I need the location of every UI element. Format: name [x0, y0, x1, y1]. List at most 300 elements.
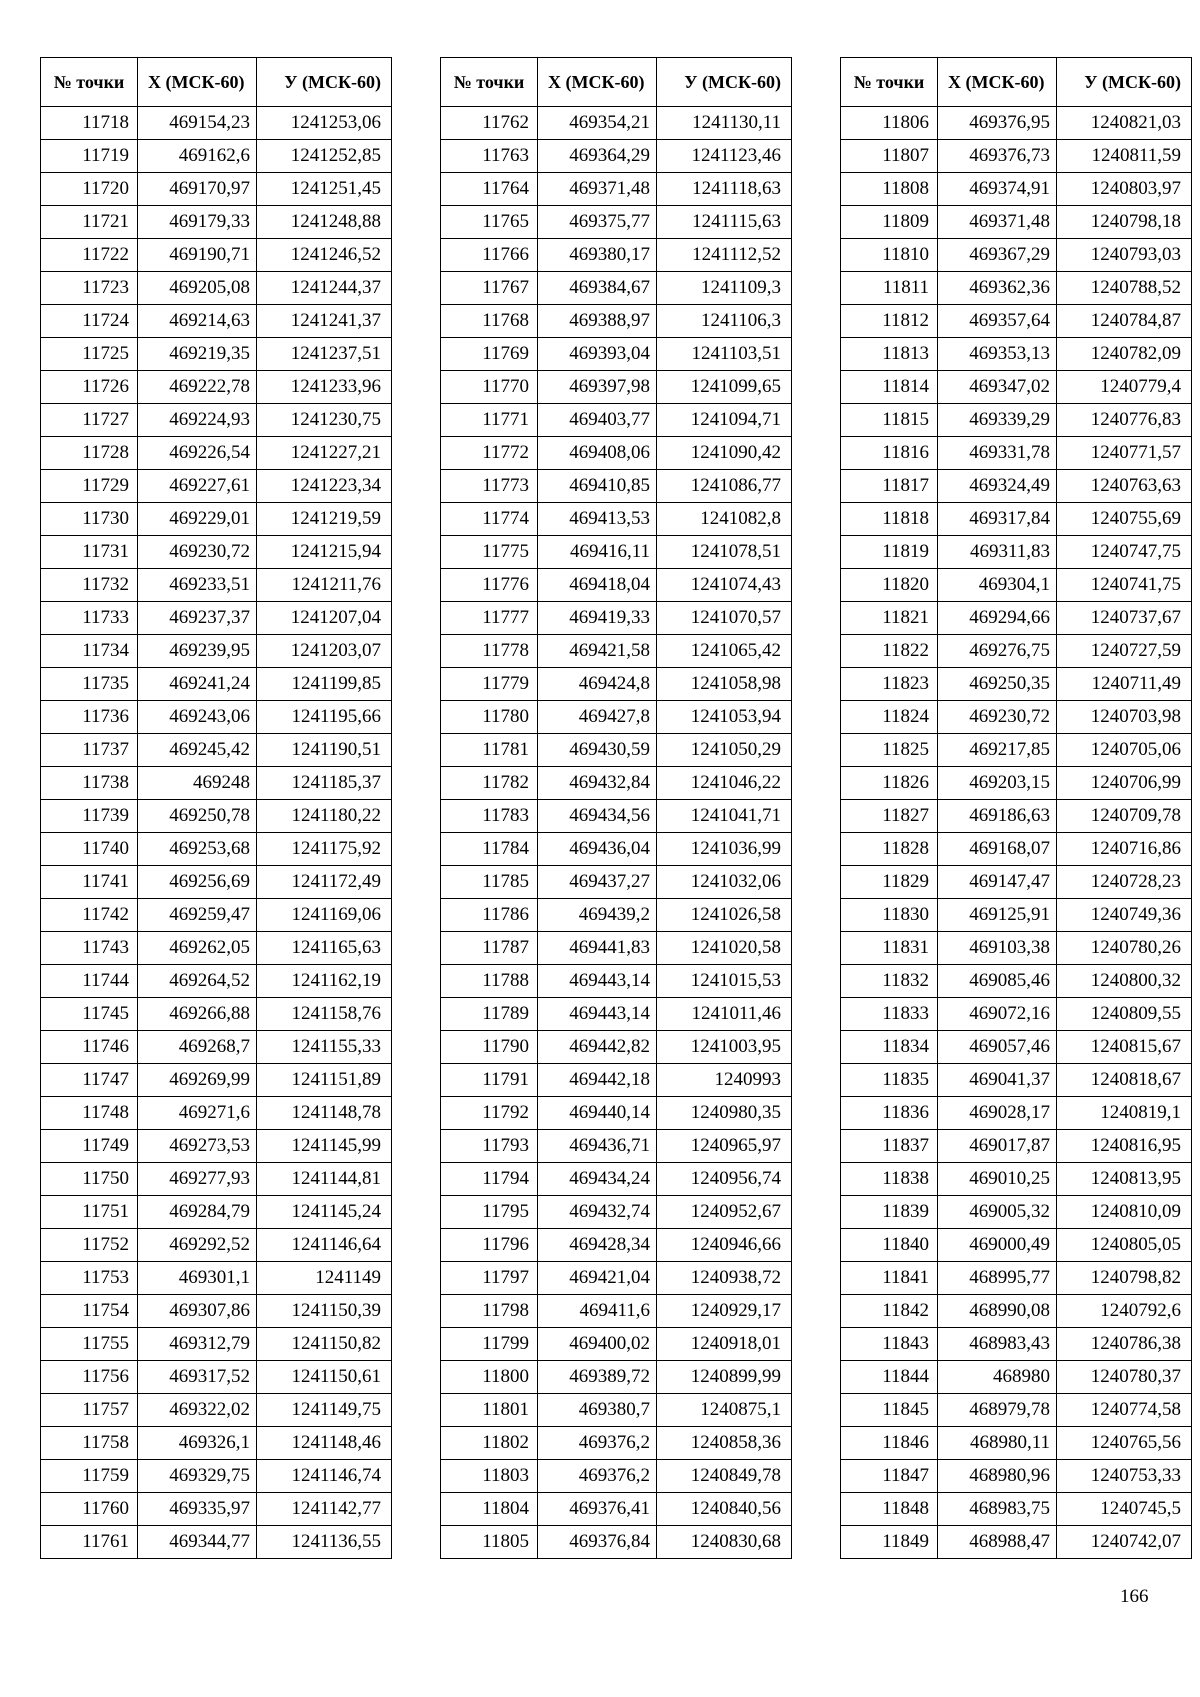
- x-coordinate-cell: 469154,23: [138, 107, 257, 140]
- point-number-cell: 11738: [41, 767, 138, 800]
- x-coordinate-cell: 469253,68: [138, 833, 257, 866]
- x-coordinate-cell: 468980,11: [938, 1427, 1057, 1460]
- y-coordinate-cell: 1241230,75: [257, 404, 392, 437]
- header-y-coordinate: У (МСК-60): [657, 58, 792, 107]
- point-number-cell: 11736: [41, 701, 138, 734]
- x-coordinate-cell: 469418,04: [538, 569, 657, 602]
- x-coordinate-cell: 469243,06: [138, 701, 257, 734]
- x-coordinate-cell: 469335,97: [138, 1493, 257, 1526]
- y-coordinate-cell: 1240705,06: [1057, 734, 1192, 767]
- point-number-cell: 11839: [841, 1196, 938, 1229]
- y-coordinate-cell: 1240929,17: [657, 1295, 792, 1328]
- table-row: [41, 602, 392, 635]
- y-coordinate-cell: 1241130,11: [657, 107, 792, 140]
- x-coordinate-cell: 469427,8: [538, 701, 657, 734]
- x-coordinate-cell: 469147,47: [938, 866, 1057, 899]
- x-coordinate-cell: 469354,21: [538, 107, 657, 140]
- table-row: [841, 338, 1192, 371]
- table-row: [841, 206, 1192, 239]
- y-coordinate-cell: 1240875,1: [657, 1394, 792, 1427]
- y-coordinate-cell: 1240776,83: [1057, 404, 1192, 437]
- x-coordinate-cell: 469400,02: [538, 1328, 657, 1361]
- table-row: [441, 1262, 792, 1295]
- table-row: [41, 173, 392, 206]
- point-number-cell: 11806: [841, 107, 938, 140]
- point-number-cell: 11783: [441, 800, 538, 833]
- y-coordinate-cell: 1240946,66: [657, 1229, 792, 1262]
- x-coordinate-cell: 468979,78: [938, 1394, 1057, 1427]
- point-number-cell: 11762: [441, 107, 538, 140]
- table-header-row: [41, 58, 392, 107]
- header-x-coordinate: X (МСК-60): [938, 58, 1057, 107]
- x-coordinate-cell: 469413,53: [538, 503, 657, 536]
- x-coordinate-cell: 469389,72: [538, 1361, 657, 1394]
- table-row: [41, 1163, 392, 1196]
- point-number-cell: 11747: [41, 1064, 138, 1097]
- x-coordinate-cell: 468988,47: [938, 1526, 1057, 1559]
- y-coordinate-cell: 1240727,59: [1057, 635, 1192, 668]
- point-number-cell: 11728: [41, 437, 138, 470]
- y-coordinate-cell: 1241094,71: [657, 404, 792, 437]
- table-row: [441, 569, 792, 602]
- x-coordinate-cell: 469410,85: [538, 470, 657, 503]
- table-row: [41, 371, 392, 404]
- x-coordinate-cell: 469017,87: [938, 1130, 1057, 1163]
- table-row: [441, 899, 792, 932]
- table-row: [41, 404, 392, 437]
- y-coordinate-cell: 1241145,24: [257, 1196, 392, 1229]
- table-row: [441, 503, 792, 536]
- x-coordinate-cell: 468983,75: [938, 1493, 1057, 1526]
- table-row: [441, 932, 792, 965]
- y-coordinate-cell: 1240716,86: [1057, 833, 1192, 866]
- x-coordinate-cell: 469226,54: [138, 437, 257, 470]
- point-number-cell: 11779: [441, 668, 538, 701]
- point-number-cell: 11818: [841, 503, 938, 536]
- table-row: [441, 1361, 792, 1394]
- x-coordinate-cell: 469384,67: [538, 272, 657, 305]
- y-coordinate-cell: 1241185,37: [257, 767, 392, 800]
- point-number-cell: 11727: [41, 404, 138, 437]
- x-coordinate-cell: 469248: [138, 767, 257, 800]
- point-number-cell: 11757: [41, 1394, 138, 1427]
- point-number-cell: 11829: [841, 866, 938, 899]
- y-coordinate-cell: 1241237,51: [257, 338, 392, 371]
- table-row: [41, 1295, 392, 1328]
- point-number-cell: 11785: [441, 866, 538, 899]
- point-number-cell: 11767: [441, 272, 538, 305]
- y-coordinate-cell: 1241149,75: [257, 1394, 392, 1427]
- table-row: [841, 668, 1192, 701]
- table-row: [441, 833, 792, 866]
- x-coordinate-cell: 469439,2: [538, 899, 657, 932]
- table-row: [41, 998, 392, 1031]
- point-number-cell: 11729: [41, 470, 138, 503]
- x-coordinate-cell: 469256,69: [138, 866, 257, 899]
- x-coordinate-cell: 469237,37: [138, 602, 257, 635]
- x-coordinate-cell: 469125,91: [938, 899, 1057, 932]
- y-coordinate-cell: 1241150,61: [257, 1361, 392, 1394]
- x-coordinate-cell: 469393,04: [538, 338, 657, 371]
- y-coordinate-cell: 1240779,4: [1057, 371, 1192, 404]
- x-coordinate-cell: 469230,72: [938, 701, 1057, 734]
- point-number-cell: 11842: [841, 1295, 938, 1328]
- y-coordinate-cell: 1241148,78: [257, 1097, 392, 1130]
- point-number-cell: 11730: [41, 503, 138, 536]
- x-coordinate-cell: 469364,29: [538, 140, 657, 173]
- point-number-cell: 11840: [841, 1229, 938, 1262]
- x-coordinate-cell: 469205,08: [138, 272, 257, 305]
- header-point-number: № точки: [41, 58, 138, 107]
- point-number-cell: 11773: [441, 470, 538, 503]
- table-row: [441, 1460, 792, 1493]
- x-coordinate-cell: 469442,18: [538, 1064, 657, 1097]
- point-number-cell: 11726: [41, 371, 138, 404]
- y-coordinate-cell: 1241115,63: [657, 206, 792, 239]
- coordinates-table-2: [440, 57, 792, 1559]
- x-coordinate-cell: 469428,34: [538, 1229, 657, 1262]
- x-coordinate-cell: 469437,27: [538, 866, 657, 899]
- point-number-cell: 11755: [41, 1328, 138, 1361]
- point-number-cell: 11816: [841, 437, 938, 470]
- point-number-cell: 11815: [841, 404, 938, 437]
- table-row: [41, 1493, 392, 1526]
- point-number-cell: 11761: [41, 1526, 138, 1559]
- point-number-cell: 11822: [841, 635, 938, 668]
- x-coordinate-cell: 469311,83: [938, 536, 1057, 569]
- coordinates-table-1: [40, 57, 392, 1559]
- point-number-cell: 11819: [841, 536, 938, 569]
- y-coordinate-cell: 1241015,53: [657, 965, 792, 998]
- point-number-cell: 11827: [841, 800, 938, 833]
- y-coordinate-cell: 1240737,67: [1057, 602, 1192, 635]
- point-number-cell: 11849: [841, 1526, 938, 1559]
- y-coordinate-cell: 1240749,36: [1057, 899, 1192, 932]
- x-coordinate-cell: 469397,98: [538, 371, 657, 404]
- y-coordinate-cell: 1241146,74: [257, 1460, 392, 1493]
- header-point-number: № точки: [441, 58, 538, 107]
- y-coordinate-cell: 1241251,45: [257, 173, 392, 206]
- x-coordinate-cell: 469259,47: [138, 899, 257, 932]
- point-number-cell: 11791: [441, 1064, 538, 1097]
- x-coordinate-cell: 468980: [938, 1361, 1057, 1394]
- table-row: [41, 1328, 392, 1361]
- point-number-cell: 11808: [841, 173, 938, 206]
- table-row: [441, 470, 792, 503]
- table-row: [441, 206, 792, 239]
- table-row: [441, 371, 792, 404]
- y-coordinate-cell: 1241046,22: [657, 767, 792, 800]
- point-number-cell: 11745: [41, 998, 138, 1031]
- x-coordinate-cell: 469324,49: [938, 470, 1057, 503]
- point-number-cell: 11721: [41, 206, 138, 239]
- x-coordinate-cell: 469317,52: [138, 1361, 257, 1394]
- y-coordinate-cell: 1240798,18: [1057, 206, 1192, 239]
- point-number-cell: 11743: [41, 932, 138, 965]
- x-coordinate-cell: 469162,6: [138, 140, 257, 173]
- table-row: [41, 536, 392, 569]
- point-number-cell: 11749: [41, 1130, 138, 1163]
- table-row: [41, 470, 392, 503]
- x-coordinate-cell: 469028,17: [938, 1097, 1057, 1130]
- point-number-cell: 11718: [41, 107, 138, 140]
- table-row: [841, 998, 1192, 1031]
- x-coordinate-cell: 469273,53: [138, 1130, 257, 1163]
- point-number-cell: 11759: [41, 1460, 138, 1493]
- y-coordinate-cell: 1241253,06: [257, 107, 392, 140]
- table-row: [441, 1097, 792, 1130]
- x-coordinate-cell: 469010,25: [938, 1163, 1057, 1196]
- x-coordinate-cell: 469179,33: [138, 206, 257, 239]
- x-coordinate-cell: 469441,83: [538, 932, 657, 965]
- point-number-cell: 11797: [441, 1262, 538, 1295]
- table-row: [441, 998, 792, 1031]
- header-y-coordinate: У (МСК-60): [257, 58, 392, 107]
- x-coordinate-cell: 469347,02: [938, 371, 1057, 404]
- x-coordinate-cell: 468990,08: [938, 1295, 1057, 1328]
- x-coordinate-cell: 469371,48: [538, 173, 657, 206]
- x-coordinate-cell: 469005,32: [938, 1196, 1057, 1229]
- x-coordinate-cell: 469241,24: [138, 668, 257, 701]
- point-number-cell: 11810: [841, 239, 938, 272]
- table-row: [41, 503, 392, 536]
- table-row: [841, 503, 1192, 536]
- x-coordinate-cell: 469229,01: [138, 503, 257, 536]
- point-number-cell: 11787: [441, 932, 538, 965]
- y-coordinate-cell: 1241090,42: [657, 437, 792, 470]
- y-coordinate-cell: 1241203,07: [257, 635, 392, 668]
- point-number-cell: 11763: [441, 140, 538, 173]
- y-coordinate-cell: 1241195,66: [257, 701, 392, 734]
- point-number-cell: 11795: [441, 1196, 538, 1229]
- y-coordinate-cell: 1241041,71: [657, 800, 792, 833]
- table-row: [41, 833, 392, 866]
- x-coordinate-cell: 469436,71: [538, 1130, 657, 1163]
- point-number-cell: 11737: [41, 734, 138, 767]
- table-row: [41, 866, 392, 899]
- table-row: [441, 1031, 792, 1064]
- y-coordinate-cell: 1241223,34: [257, 470, 392, 503]
- table-row: [841, 734, 1192, 767]
- y-coordinate-cell: 1241020,58: [657, 932, 792, 965]
- table-row: [441, 635, 792, 668]
- y-coordinate-cell: 1241103,51: [657, 338, 792, 371]
- y-coordinate-cell: 1240803,97: [1057, 173, 1192, 206]
- point-number-cell: 11731: [41, 536, 138, 569]
- table-row: [841, 404, 1192, 437]
- y-coordinate-cell: 1241070,57: [657, 602, 792, 635]
- table-row: [841, 1427, 1192, 1460]
- x-coordinate-cell: 469301,1: [138, 1262, 257, 1295]
- table-row: [41, 1526, 392, 1559]
- table-row: [41, 668, 392, 701]
- table-row: [441, 338, 792, 371]
- x-coordinate-cell: 469057,46: [938, 1031, 1057, 1064]
- table-row: [441, 1229, 792, 1262]
- point-number-cell: 11739: [41, 800, 138, 833]
- table-row: [841, 239, 1192, 272]
- table-row: [41, 932, 392, 965]
- point-number-cell: 11722: [41, 239, 138, 272]
- point-number-cell: 11803: [441, 1460, 538, 1493]
- y-coordinate-cell: 1240765,56: [1057, 1427, 1192, 1460]
- table-row: [41, 1394, 392, 1427]
- point-number-cell: 11824: [841, 701, 938, 734]
- table-row: [841, 965, 1192, 998]
- y-coordinate-cell: 1240792,6: [1057, 1295, 1192, 1328]
- table-row: [441, 107, 792, 140]
- table-row: [41, 1262, 392, 1295]
- y-coordinate-cell: 1241180,22: [257, 800, 392, 833]
- point-number-cell: 11752: [41, 1229, 138, 1262]
- y-coordinate-cell: 1241241,37: [257, 305, 392, 338]
- table-row: [441, 404, 792, 437]
- point-number-cell: 11820: [841, 569, 938, 602]
- y-coordinate-cell: 1241148,46: [257, 1427, 392, 1460]
- table-row: [41, 965, 392, 998]
- table-row: [841, 1196, 1192, 1229]
- point-number-cell: 11750: [41, 1163, 138, 1196]
- header-x-coordinate: X (МСК-60): [138, 58, 257, 107]
- x-coordinate-cell: 469268,7: [138, 1031, 257, 1064]
- point-number-cell: 11790: [441, 1031, 538, 1064]
- table-row: [841, 305, 1192, 338]
- x-coordinate-cell: 469434,56: [538, 800, 657, 833]
- point-number-cell: 11794: [441, 1163, 538, 1196]
- x-coordinate-cell: 469376,2: [538, 1427, 657, 1460]
- x-coordinate-cell: 469375,77: [538, 206, 657, 239]
- point-number-cell: 11741: [41, 866, 138, 899]
- table-row: [41, 800, 392, 833]
- point-number-cell: 11841: [841, 1262, 938, 1295]
- y-coordinate-cell: 1240786,38: [1057, 1328, 1192, 1361]
- x-coordinate-cell: 469245,42: [138, 734, 257, 767]
- table-row: [841, 569, 1192, 602]
- x-coordinate-cell: 469227,61: [138, 470, 257, 503]
- point-number-cell: 11826: [841, 767, 938, 800]
- y-coordinate-cell: 1241158,76: [257, 998, 392, 1031]
- table-row: [841, 107, 1192, 140]
- x-coordinate-cell: 469442,82: [538, 1031, 657, 1064]
- table-row: [441, 866, 792, 899]
- x-coordinate-cell: 469239,95: [138, 635, 257, 668]
- y-coordinate-cell: 1241215,94: [257, 536, 392, 569]
- point-number-cell: 11735: [41, 668, 138, 701]
- table-row: [841, 833, 1192, 866]
- table-row: [441, 1196, 792, 1229]
- point-number-cell: 11774: [441, 503, 538, 536]
- point-number-cell: 11834: [841, 1031, 938, 1064]
- table-row: [841, 866, 1192, 899]
- y-coordinate-cell: 1241123,46: [657, 140, 792, 173]
- point-number-cell: 11770: [441, 371, 538, 404]
- table-row: [41, 1196, 392, 1229]
- x-coordinate-cell: 469312,79: [138, 1328, 257, 1361]
- table-row: [441, 1064, 792, 1097]
- table-row: [841, 1262, 1192, 1295]
- point-number-cell: 11811: [841, 272, 938, 305]
- y-coordinate-cell: 1241211,76: [257, 569, 392, 602]
- point-number-cell: 11792: [441, 1097, 538, 1130]
- y-coordinate-cell: 1240809,55: [1057, 998, 1192, 1031]
- x-coordinate-cell: 469421,58: [538, 635, 657, 668]
- x-coordinate-cell: 469304,1: [938, 569, 1057, 602]
- y-coordinate-cell: 1240810,09: [1057, 1196, 1192, 1229]
- table-row: [441, 437, 792, 470]
- point-number-cell: 11838: [841, 1163, 938, 1196]
- y-coordinate-cell: 1240742,07: [1057, 1526, 1192, 1559]
- table-row: [441, 1328, 792, 1361]
- x-coordinate-cell: 468995,77: [938, 1262, 1057, 1295]
- y-coordinate-cell: 1241190,51: [257, 734, 392, 767]
- y-coordinate-cell: 1240993: [657, 1064, 792, 1097]
- y-coordinate-cell: 1240858,36: [657, 1427, 792, 1460]
- y-coordinate-cell: 1241109,3: [657, 272, 792, 305]
- y-coordinate-cell: 1240918,01: [657, 1328, 792, 1361]
- x-coordinate-cell: 469436,04: [538, 833, 657, 866]
- y-coordinate-cell: 1241142,77: [257, 1493, 392, 1526]
- table-row: [441, 1427, 792, 1460]
- point-number-cell: 11748: [41, 1097, 138, 1130]
- point-number-cell: 11780: [441, 701, 538, 734]
- y-coordinate-cell: 1241011,46: [657, 998, 792, 1031]
- x-coordinate-cell: 469403,77: [538, 404, 657, 437]
- y-coordinate-cell: 1240753,33: [1057, 1460, 1192, 1493]
- point-number-cell: 11825: [841, 734, 938, 767]
- point-number-cell: 11812: [841, 305, 938, 338]
- table-row: [441, 305, 792, 338]
- y-coordinate-cell: 1240849,78: [657, 1460, 792, 1493]
- x-coordinate-cell: 469190,71: [138, 239, 257, 272]
- y-coordinate-cell: 1241074,43: [657, 569, 792, 602]
- point-number-cell: 11756: [41, 1361, 138, 1394]
- table-row: [841, 1130, 1192, 1163]
- x-coordinate-cell: 469250,35: [938, 668, 1057, 701]
- y-coordinate-cell: 1240830,68: [657, 1526, 792, 1559]
- point-number-cell: 11765: [441, 206, 538, 239]
- table-row: [841, 1460, 1192, 1493]
- point-number-cell: 11754: [41, 1295, 138, 1328]
- y-coordinate-cell: 1240816,95: [1057, 1130, 1192, 1163]
- x-coordinate-cell: 469376,41: [538, 1493, 657, 1526]
- point-number-cell: 11833: [841, 998, 938, 1031]
- table-row: [841, 701, 1192, 734]
- table-row: [41, 272, 392, 305]
- point-number-cell: 11835: [841, 1064, 938, 1097]
- point-number-cell: 11814: [841, 371, 938, 404]
- point-number-cell: 11837: [841, 1130, 938, 1163]
- y-coordinate-cell: 1241099,65: [657, 371, 792, 404]
- y-coordinate-cell: 1241065,42: [657, 635, 792, 668]
- x-coordinate-cell: 469443,14: [538, 998, 657, 1031]
- table-row: [841, 800, 1192, 833]
- table-row: [841, 602, 1192, 635]
- y-coordinate-cell: 1240745,5: [1057, 1493, 1192, 1526]
- x-coordinate-cell: 469371,48: [938, 206, 1057, 239]
- y-coordinate-cell: 1241136,55: [257, 1526, 392, 1559]
- x-coordinate-cell: 469224,93: [138, 404, 257, 437]
- table-row: [41, 338, 392, 371]
- y-coordinate-cell: 1240840,56: [657, 1493, 792, 1526]
- table-row: [841, 536, 1192, 569]
- table-row: [41, 734, 392, 767]
- point-number-cell: 11760: [41, 1493, 138, 1526]
- table-row: [41, 1130, 392, 1163]
- point-number-cell: 11845: [841, 1394, 938, 1427]
- x-coordinate-cell: 469317,84: [938, 503, 1057, 536]
- table-row: [41, 1229, 392, 1262]
- x-coordinate-cell: 469168,07: [938, 833, 1057, 866]
